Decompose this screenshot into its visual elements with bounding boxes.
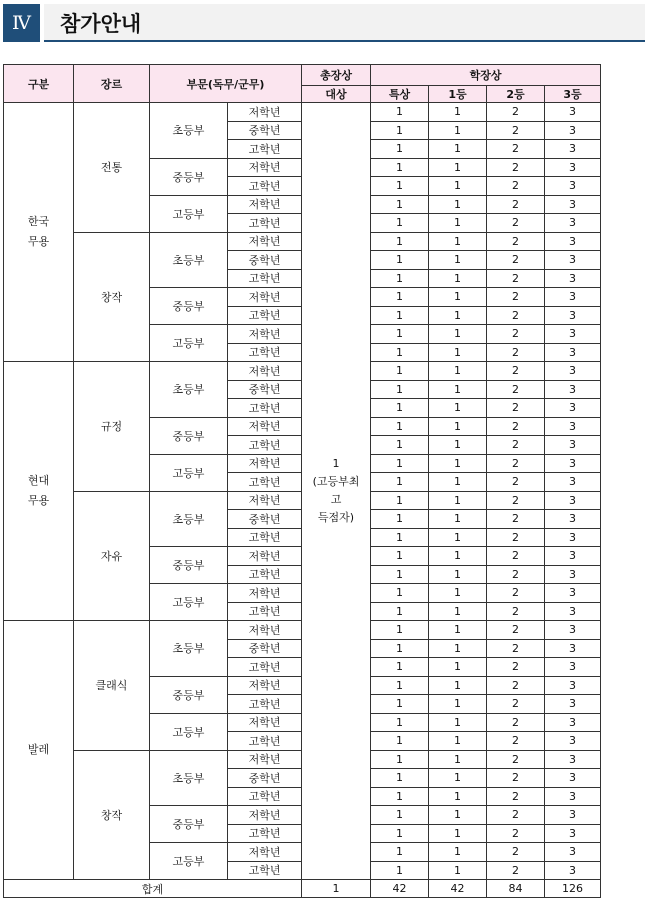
- special-value-cell: 1: [371, 436, 429, 455]
- second-value-cell: 2: [487, 121, 545, 140]
- special-value-cell: 1: [371, 195, 429, 214]
- first-value-cell: 1: [429, 232, 487, 251]
- division-cell: 중등부: [150, 547, 228, 584]
- division-cell: 중등부: [150, 417, 228, 454]
- table-row: [4, 103, 601, 122]
- first-value-cell: 1: [429, 177, 487, 196]
- special-value-cell: 1: [371, 639, 429, 658]
- first-value-cell: 1: [429, 676, 487, 695]
- second-value-cell: 2: [487, 547, 545, 566]
- second-value-cell: 2: [487, 621, 545, 640]
- division-cell: 초등부: [150, 362, 228, 418]
- special-value-cell: 1: [371, 806, 429, 825]
- grade-cell: 고학년: [228, 824, 302, 843]
- first-value-cell: 1: [429, 843, 487, 862]
- second-value-cell: 2: [487, 806, 545, 825]
- col-school-header: 학장상: [371, 65, 601, 86]
- third-value-cell: 3: [545, 417, 601, 436]
- grade-cell: 저학년: [228, 195, 302, 214]
- first-value-cell: 1: [429, 288, 487, 307]
- first-value-cell: 1: [429, 325, 487, 344]
- third-value-cell: 3: [545, 491, 601, 510]
- second-value-cell: 2: [487, 769, 545, 788]
- second-value-cell: 2: [487, 158, 545, 177]
- division-cell: 고등부: [150, 195, 228, 232]
- third-value-cell: 3: [545, 806, 601, 825]
- second-value-cell: 2: [487, 473, 545, 492]
- second-value-cell: 2: [487, 399, 545, 418]
- special-value-cell: 1: [371, 399, 429, 418]
- special-value-cell: 1: [371, 251, 429, 270]
- division-cell: 고등부: [150, 584, 228, 621]
- category-cell: 현대 무용: [4, 362, 74, 621]
- second-value-cell: 2: [487, 843, 545, 862]
- first-value-cell: 1: [429, 528, 487, 547]
- third-value-cell: 3: [545, 362, 601, 381]
- division-cell: 초등부: [150, 621, 228, 677]
- grade-cell: 고학년: [228, 658, 302, 677]
- first-value-cell: 1: [429, 380, 487, 399]
- sub-second-header: 2등: [487, 86, 545, 103]
- special-value-cell: 1: [371, 713, 429, 732]
- grade-cell: 고학년: [228, 473, 302, 492]
- second-value-cell: 2: [487, 528, 545, 547]
- second-value-cell: 2: [487, 214, 545, 233]
- special-value-cell: 1: [371, 140, 429, 159]
- second-value-cell: 2: [487, 658, 545, 677]
- second-value-cell: 2: [487, 306, 545, 325]
- special-value-cell: 1: [371, 861, 429, 880]
- special-value-cell: 1: [371, 454, 429, 473]
- first-value-cell: 1: [429, 565, 487, 584]
- second-value-cell: 2: [487, 251, 545, 270]
- third-value-cell: 3: [545, 195, 601, 214]
- second-value-cell: 2: [487, 676, 545, 695]
- third-value-cell: 3: [545, 454, 601, 473]
- genre-cell: 창작: [74, 232, 150, 362]
- third-value-cell: 3: [545, 121, 601, 140]
- first-value-cell: 1: [429, 547, 487, 566]
- section-header: [3, 4, 645, 42]
- special-value-cell: 1: [371, 325, 429, 344]
- division-cell: 고등부: [150, 713, 228, 750]
- grade-cell: 저학년: [228, 362, 302, 381]
- first-value-cell: 1: [429, 195, 487, 214]
- second-value-cell: 2: [487, 325, 545, 344]
- division-cell: 초등부: [150, 232, 228, 288]
- special-value-cell: 1: [371, 584, 429, 603]
- special-value-cell: 1: [371, 214, 429, 233]
- sub-special-header: 특상: [371, 86, 429, 103]
- third-value-cell: 3: [545, 528, 601, 547]
- first-value-cell: 1: [429, 251, 487, 270]
- special-value-cell: 1: [371, 232, 429, 251]
- first-value-cell: 1: [429, 806, 487, 825]
- first-value-cell: 1: [429, 602, 487, 621]
- first-value-cell: 1: [429, 362, 487, 381]
- third-value-cell: 3: [545, 732, 601, 751]
- special-value-cell: 1: [371, 824, 429, 843]
- special-value-cell: 1: [371, 547, 429, 566]
- third-value-cell: 3: [545, 399, 601, 418]
- genre-cell: 규정: [74, 362, 150, 492]
- total-special: 42: [371, 880, 429, 898]
- first-value-cell: 1: [429, 769, 487, 788]
- first-value-cell: 1: [429, 824, 487, 843]
- grade-cell: 저학년: [228, 843, 302, 862]
- grade-cell: 중학년: [228, 380, 302, 399]
- second-value-cell: 2: [487, 861, 545, 880]
- third-value-cell: 3: [545, 325, 601, 344]
- second-value-cell: 2: [487, 195, 545, 214]
- grade-cell: 저학년: [228, 454, 302, 473]
- third-value-cell: 3: [545, 232, 601, 251]
- first-value-cell: 1: [429, 732, 487, 751]
- second-value-cell: 2: [487, 454, 545, 473]
- first-value-cell: 1: [429, 621, 487, 640]
- grade-cell: 고학년: [228, 399, 302, 418]
- third-value-cell: 3: [545, 565, 601, 584]
- second-value-cell: 2: [487, 695, 545, 714]
- special-value-cell: 1: [371, 528, 429, 547]
- third-value-cell: 3: [545, 547, 601, 566]
- first-value-cell: 1: [429, 103, 487, 122]
- grade-cell: 저학년: [228, 158, 302, 177]
- second-value-cell: 2: [487, 732, 545, 751]
- grade-cell: 저학년: [228, 417, 302, 436]
- third-value-cell: 3: [545, 140, 601, 159]
- third-value-cell: 3: [545, 251, 601, 270]
- special-value-cell: 1: [371, 676, 429, 695]
- header-row-1: [4, 65, 601, 86]
- col-grand-header: 총장상: [302, 65, 371, 86]
- third-value-cell: 3: [545, 343, 601, 362]
- special-value-cell: 1: [371, 103, 429, 122]
- section-title-bar: [44, 4, 645, 42]
- total-row: [4, 880, 601, 898]
- division-cell: 고등부: [150, 843, 228, 880]
- first-value-cell: 1: [429, 306, 487, 325]
- special-value-cell: 1: [371, 417, 429, 436]
- second-value-cell: 2: [487, 140, 545, 159]
- second-value-cell: 2: [487, 269, 545, 288]
- second-value-cell: 2: [487, 232, 545, 251]
- second-value-cell: 2: [487, 510, 545, 529]
- second-value-cell: 2: [487, 103, 545, 122]
- special-value-cell: 1: [371, 288, 429, 307]
- division-cell: 초등부: [150, 103, 228, 159]
- first-value-cell: 1: [429, 436, 487, 455]
- third-value-cell: 3: [545, 510, 601, 529]
- col-category-header: 구분: [4, 65, 74, 103]
- grade-cell: 저학년: [228, 103, 302, 122]
- grade-cell: 고학년: [228, 732, 302, 751]
- third-value-cell: 3: [545, 306, 601, 325]
- first-value-cell: 1: [429, 713, 487, 732]
- grade-cell: 저학년: [228, 547, 302, 566]
- second-value-cell: 2: [487, 787, 545, 806]
- special-value-cell: 1: [371, 621, 429, 640]
- grade-cell: 중학년: [228, 251, 302, 270]
- second-value-cell: 2: [487, 639, 545, 658]
- section-number-badge: Ⅳ: [3, 4, 40, 42]
- col-genre-header: 장르: [74, 65, 150, 103]
- grade-cell: 고학년: [228, 528, 302, 547]
- first-value-cell: 1: [429, 510, 487, 529]
- second-value-cell: 2: [487, 584, 545, 603]
- special-value-cell: 1: [371, 843, 429, 862]
- grade-cell: 고학년: [228, 177, 302, 196]
- special-value-cell: 1: [371, 510, 429, 529]
- grade-cell: 저학년: [228, 325, 302, 344]
- third-value-cell: 3: [545, 713, 601, 732]
- sub-third-header: 3등: [545, 86, 601, 103]
- second-value-cell: 2: [487, 750, 545, 769]
- sub-first-header: 1등: [429, 86, 487, 103]
- grade-cell: 중학년: [228, 769, 302, 788]
- third-value-cell: 3: [545, 473, 601, 492]
- grade-cell: 고학년: [228, 343, 302, 362]
- third-value-cell: 3: [545, 214, 601, 233]
- second-value-cell: 2: [487, 288, 545, 307]
- special-value-cell: 1: [371, 695, 429, 714]
- total-label: 합계: [4, 880, 302, 898]
- total-second: 84: [487, 880, 545, 898]
- first-value-cell: 1: [429, 454, 487, 473]
- second-value-cell: 2: [487, 362, 545, 381]
- first-value-cell: 1: [429, 695, 487, 714]
- genre-cell: 클래식: [74, 621, 150, 751]
- special-value-cell: 1: [371, 787, 429, 806]
- grade-cell: 저학년: [228, 750, 302, 769]
- section-title: 참가안내: [60, 12, 142, 36]
- third-value-cell: 3: [545, 621, 601, 640]
- first-value-cell: 1: [429, 787, 487, 806]
- award-table: [3, 64, 601, 898]
- first-value-cell: 1: [429, 121, 487, 140]
- grade-cell: 고학년: [228, 214, 302, 233]
- first-value-cell: 1: [429, 473, 487, 492]
- genre-cell: 자유: [74, 491, 150, 621]
- second-value-cell: 2: [487, 602, 545, 621]
- division-cell: 고등부: [150, 454, 228, 491]
- division-cell: 중등부: [150, 676, 228, 713]
- grade-cell: 고학년: [228, 436, 302, 455]
- third-value-cell: 3: [545, 824, 601, 843]
- special-value-cell: 1: [371, 158, 429, 177]
- division-cell: 중등부: [150, 288, 228, 325]
- grade-cell: 저학년: [228, 621, 302, 640]
- division-cell: 고등부: [150, 325, 228, 362]
- grade-cell: 저학년: [228, 491, 302, 510]
- second-value-cell: 2: [487, 565, 545, 584]
- third-value-cell: 3: [545, 750, 601, 769]
- first-value-cell: 1: [429, 343, 487, 362]
- special-value-cell: 1: [371, 269, 429, 288]
- grade-cell: 중학년: [228, 121, 302, 140]
- first-value-cell: 1: [429, 399, 487, 418]
- first-value-cell: 1: [429, 214, 487, 233]
- second-value-cell: 2: [487, 713, 545, 732]
- grade-cell: 저학년: [228, 232, 302, 251]
- award-table-body: [4, 103, 601, 880]
- first-value-cell: 1: [429, 491, 487, 510]
- third-value-cell: 3: [545, 861, 601, 880]
- second-value-cell: 2: [487, 417, 545, 436]
- total-grand: 1: [302, 880, 371, 898]
- grade-cell: 고학년: [228, 861, 302, 880]
- second-value-cell: 2: [487, 824, 545, 843]
- grade-cell: 저학년: [228, 288, 302, 307]
- first-value-cell: 1: [429, 584, 487, 603]
- grade-cell: 중학년: [228, 510, 302, 529]
- special-value-cell: 1: [371, 602, 429, 621]
- total-first: 42: [429, 880, 487, 898]
- third-value-cell: 3: [545, 658, 601, 677]
- third-value-cell: 3: [545, 269, 601, 288]
- first-value-cell: 1: [429, 417, 487, 436]
- category-cell: 발레: [4, 621, 74, 880]
- second-value-cell: 2: [487, 491, 545, 510]
- grade-cell: 고학년: [228, 565, 302, 584]
- special-value-cell: 1: [371, 306, 429, 325]
- third-value-cell: 3: [545, 639, 601, 658]
- third-value-cell: 3: [545, 288, 601, 307]
- first-value-cell: 1: [429, 750, 487, 769]
- first-value-cell: 1: [429, 658, 487, 677]
- first-value-cell: 1: [429, 269, 487, 288]
- division-cell: 초등부: [150, 750, 228, 806]
- col-division-header: 부문(독무/군무): [150, 65, 302, 103]
- category-cell: 한국 무용: [4, 103, 74, 362]
- special-value-cell: 1: [371, 473, 429, 492]
- sub-grand-header: 대상: [302, 86, 371, 103]
- genre-cell: 전통: [74, 103, 150, 233]
- special-value-cell: 1: [371, 343, 429, 362]
- grade-cell: 고학년: [228, 306, 302, 325]
- second-value-cell: 2: [487, 177, 545, 196]
- third-value-cell: 3: [545, 158, 601, 177]
- grade-cell: 저학년: [228, 806, 302, 825]
- first-value-cell: 1: [429, 861, 487, 880]
- second-value-cell: 2: [487, 380, 545, 399]
- grade-cell: 고학년: [228, 269, 302, 288]
- special-value-cell: 1: [371, 732, 429, 751]
- total-third: 126: [545, 880, 601, 898]
- third-value-cell: 3: [545, 843, 601, 862]
- third-value-cell: 3: [545, 787, 601, 806]
- special-value-cell: 1: [371, 362, 429, 381]
- grade-cell: 저학년: [228, 676, 302, 695]
- division-cell: 중등부: [150, 158, 228, 195]
- special-value-cell: 1: [371, 177, 429, 196]
- grade-cell: 고학년: [228, 602, 302, 621]
- third-value-cell: 3: [545, 695, 601, 714]
- grade-cell: 고학년: [228, 140, 302, 159]
- special-value-cell: 1: [371, 658, 429, 677]
- grade-cell: 고학년: [228, 695, 302, 714]
- grade-cell: 저학년: [228, 584, 302, 603]
- third-value-cell: 3: [545, 380, 601, 399]
- special-value-cell: 1: [371, 380, 429, 399]
- grade-cell: 고학년: [228, 787, 302, 806]
- division-cell: 중등부: [150, 806, 228, 843]
- third-value-cell: 3: [545, 584, 601, 603]
- second-value-cell: 2: [487, 436, 545, 455]
- third-value-cell: 3: [545, 177, 601, 196]
- grade-cell: 중학년: [228, 639, 302, 658]
- special-value-cell: 1: [371, 491, 429, 510]
- genre-cell: 창작: [74, 750, 150, 880]
- third-value-cell: 3: [545, 769, 601, 788]
- third-value-cell: 3: [545, 676, 601, 695]
- third-value-cell: 3: [545, 602, 601, 621]
- second-value-cell: 2: [487, 343, 545, 362]
- special-value-cell: 1: [371, 121, 429, 140]
- special-value-cell: 1: [371, 769, 429, 788]
- special-value-cell: 1: [371, 750, 429, 769]
- grand-prize-cell: 1 (고등부최 고 득점자): [302, 103, 371, 880]
- first-value-cell: 1: [429, 158, 487, 177]
- first-value-cell: 1: [429, 140, 487, 159]
- special-value-cell: 1: [371, 565, 429, 584]
- grade-cell: 저학년: [228, 713, 302, 732]
- third-value-cell: 3: [545, 103, 601, 122]
- division-cell: 초등부: [150, 491, 228, 547]
- first-value-cell: 1: [429, 639, 487, 658]
- third-value-cell: 3: [545, 436, 601, 455]
